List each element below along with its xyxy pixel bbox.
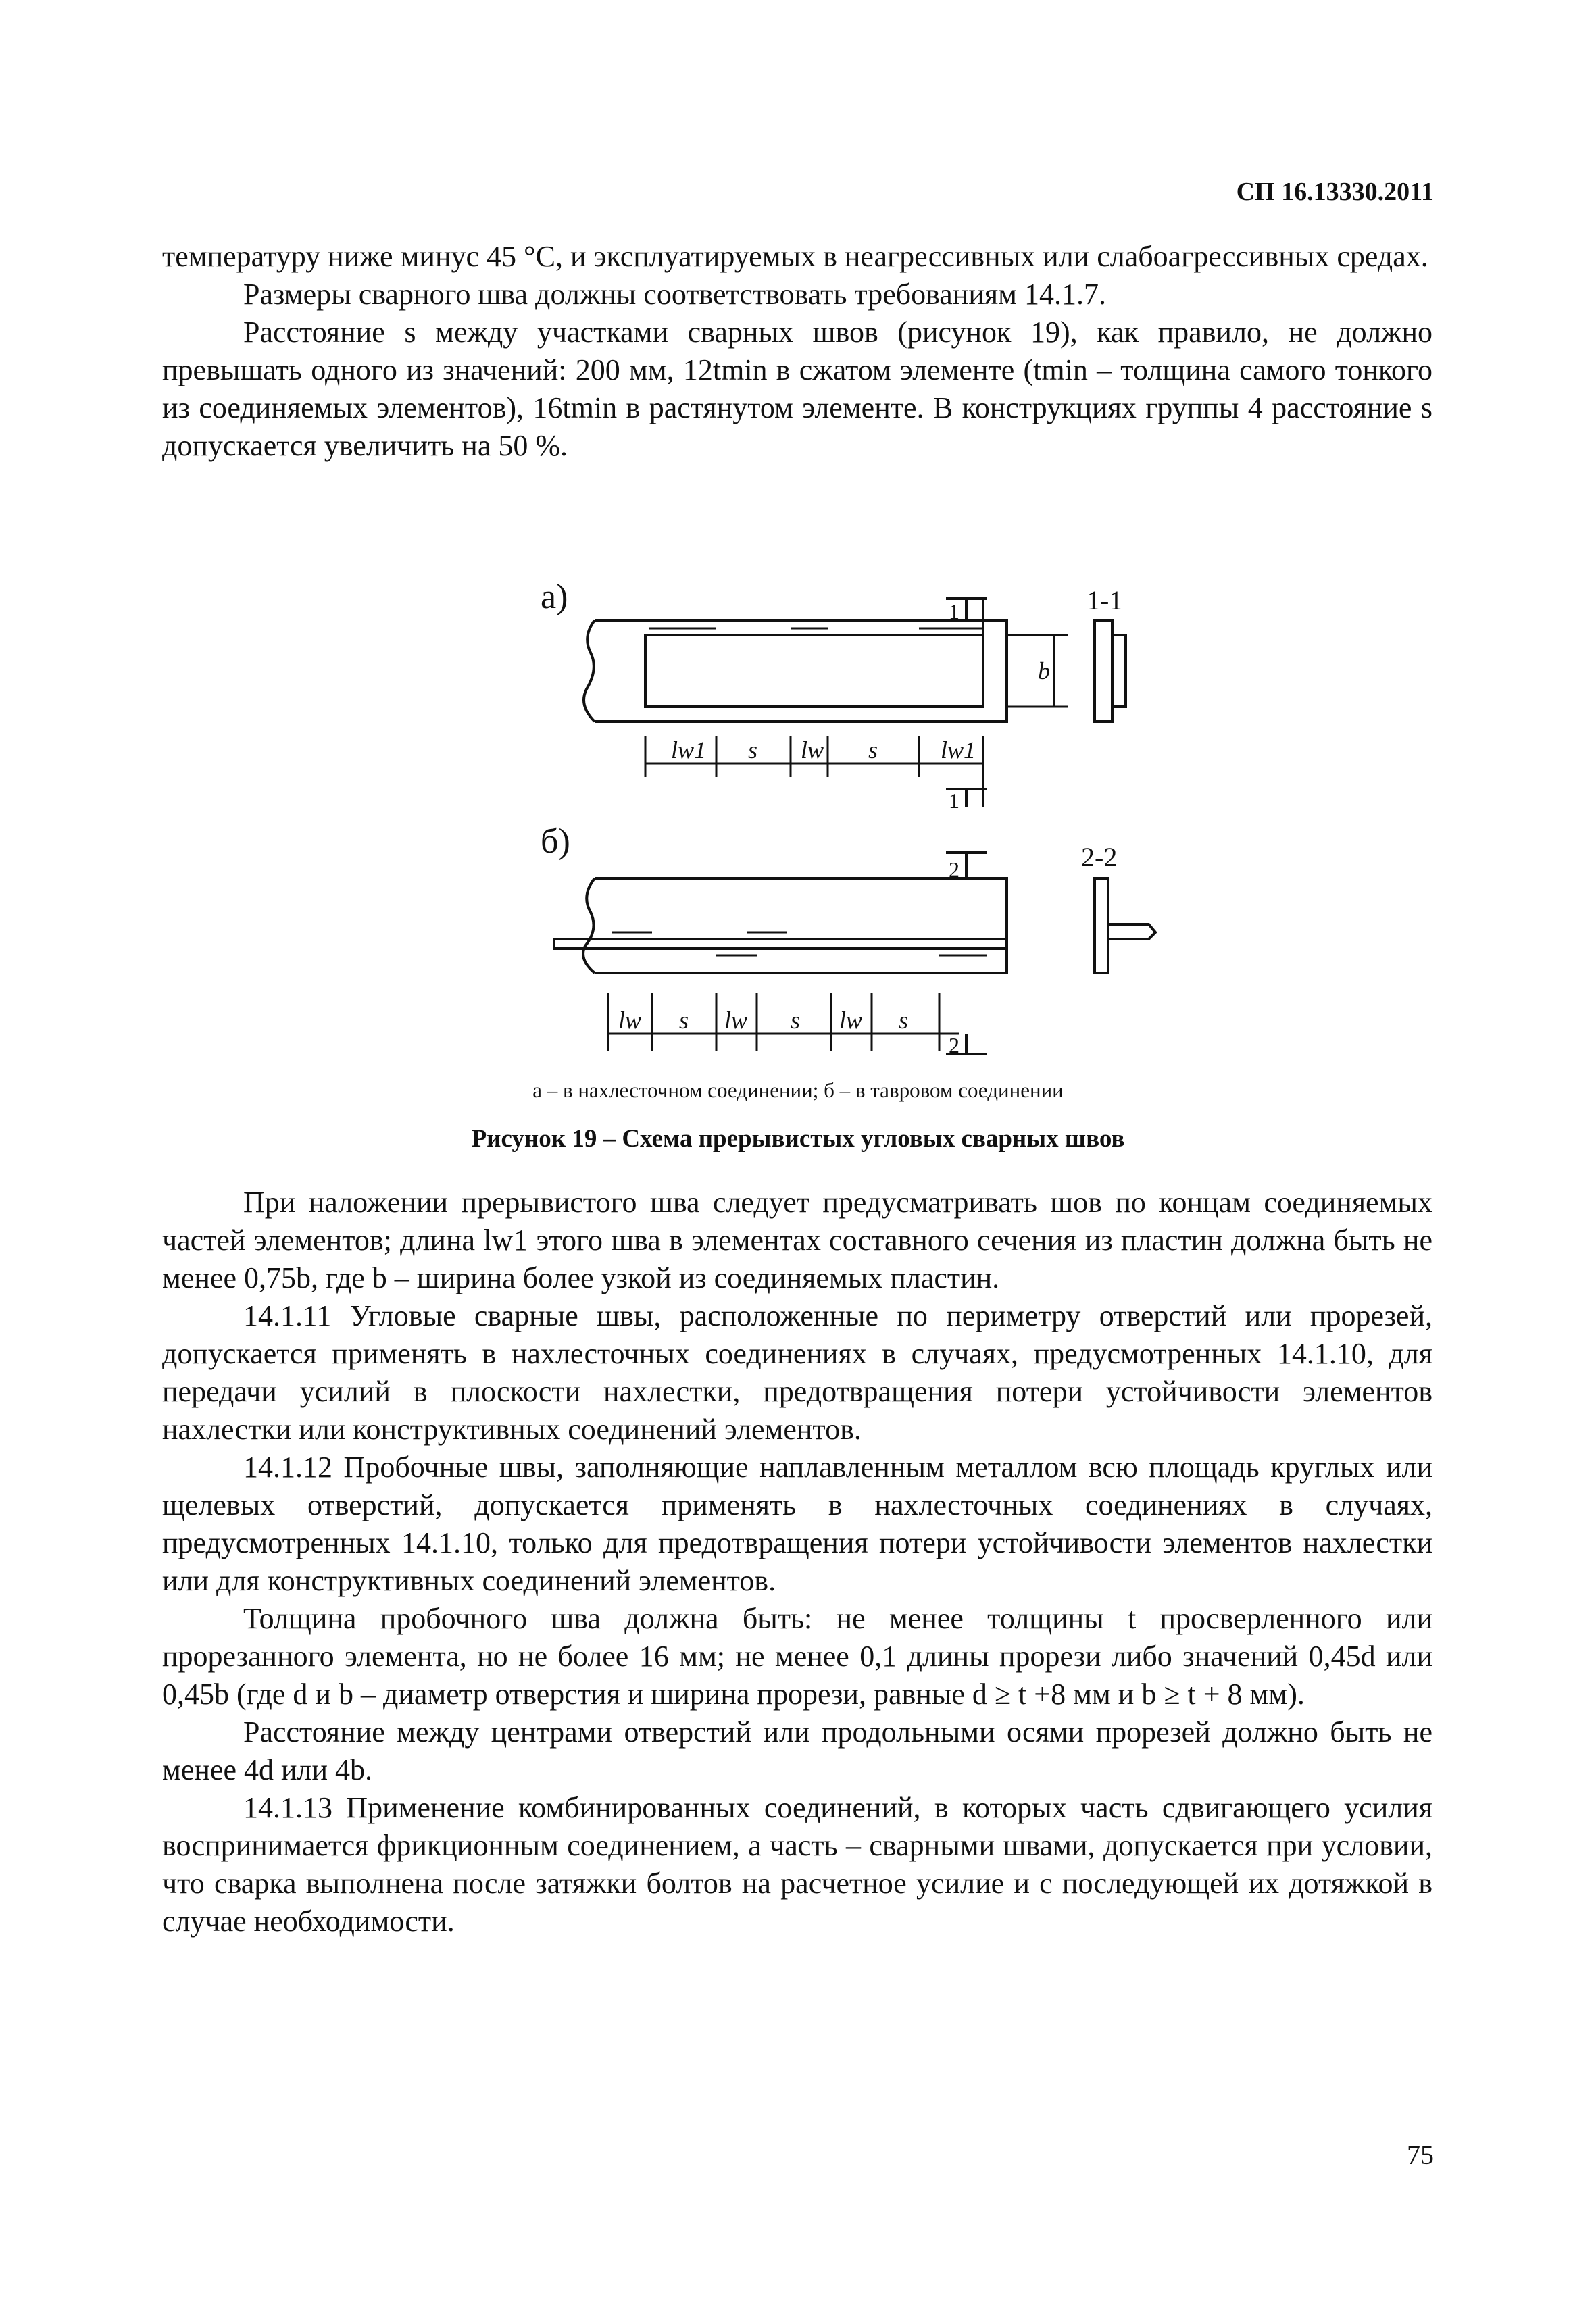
dim-b-2: s [679,1007,689,1034]
dim-b-1: lw [618,1007,642,1034]
dim-a-2: s [748,736,758,763]
paragraph-1: температуру ниже минус 45 °С, и эксплуатируемых в неагрессивных или слабоагрессивных средах. [162,240,1428,273]
cut-a-bottom: 1 [949,788,959,813]
dim-b: b [1038,657,1050,684]
dim-b-5: lw [839,1007,863,1034]
page-number: 75 [1407,2140,1434,2170]
dim-a-3: lw [801,736,824,763]
paragraph-14-1-12: 14.1.12 Пробочные швы, заполняющие наплавленным металлом всю площадь круглых или щелевых отверстий, допускается применять в нахлесточных соединениях в случаях, предусмотренных 14.1.10, только для предотвращения потери устойчивости элементов нахлестки или для конструктивных соединений элементов. [162,1451,1432,1597]
dim-a-5: lw1 [941,736,976,763]
figure-caption: Рисунок 19 – Схема прерывистых угловых сварных швов [471,1125,1125,1153]
dim-a-4: s [868,736,878,763]
bottom-text-block [162,1184,1432,1940]
paragraph-2: Размеры сварного шва должны соответствовать требованиям 14.1.7. [243,278,1107,311]
label-b: б) [541,822,570,861]
cut-b-top: 2 [949,857,959,882]
figure-19-diagram [0,554,1596,1108]
section-1-1: 1-1 [1087,585,1123,615]
paragraph-3: Расстояние s между участками сварных швов (рисунок 19), как правило, не должно превышать одного из значений: 200 мм, 12tmin в сжатом элементе (tmin – толщина самого тонкого из соединяемых элементов), 16tmin в растянутом элементе. В конструкциях группы 4 расстояние s допускается увеличить на 50 %. [162,316,1432,462]
dim-b-3: lw [724,1007,748,1034]
paragraph-4: При наложении прерывистого шва следует предусматривать шов по концам соединяемых частей элементов; длина lw1 этого шва в элементах составного сечения из пластин должна быть не менее 0,75b, где b – ширина более узкой из соединяемых пластин. [162,1186,1432,1294]
paragraph-14-1-13: 14.1.13 Применение комбинированных соединений, в которых часть сдвигающего усилия воспринимается фрикционным соединением, а часть – сварными швами, допускается при условии, что сварка выполнена после затяжки болтов на расчетное усилие и с последующей их дотяжкой в случае необходимости. [162,1791,1432,1938]
cut-b-bottom: 2 [949,1033,959,1057]
cut-a-top: 1 [949,599,959,624]
document-code: СП 16.13330.2011 [1236,178,1434,206]
dim-b-6: s [899,1007,909,1034]
paragraph-14-1-11: 14.1.11 Угловые сварные швы, расположенные по периметру отверстий или прорезей, допускается применять в нахлесточных соединениях в случаях, предусмотренных 14.1.10, для передачи усилий в плоскости нахлестки, предотвращения потери устойчивости элементов нахлестки или конструктивных соединений элементов. [162,1299,1432,1446]
dim-b-4: s [791,1007,801,1034]
paragraph-plug-weld-thickness: Толщина пробочного шва должна быть: не менее толщины t просверленного или прорезанного элемента, но не более 16 мм; не менее 0,1 длины прорези либо значений 0,45d или 0,45b (где d и b – диаметр отверстия и ширина прорези, равные d ≥ t +8 мм и b ≥ t + 8 мм). [162,1602,1432,1711]
top-text-block [162,238,1432,465]
dim-a-1: lw1 [671,736,707,763]
section-2-2: 2-2 [1081,842,1118,872]
paragraph-hole-spacing: Расстояние между центрами отверстий или продольными осями прорезей должно быть не менее 4d или 4b. [162,1715,1432,1786]
figure-legend: а – в нахлесточном соединении; б – в тавровом соединении [532,1078,1064,1102]
label-a: а) [541,578,568,616]
